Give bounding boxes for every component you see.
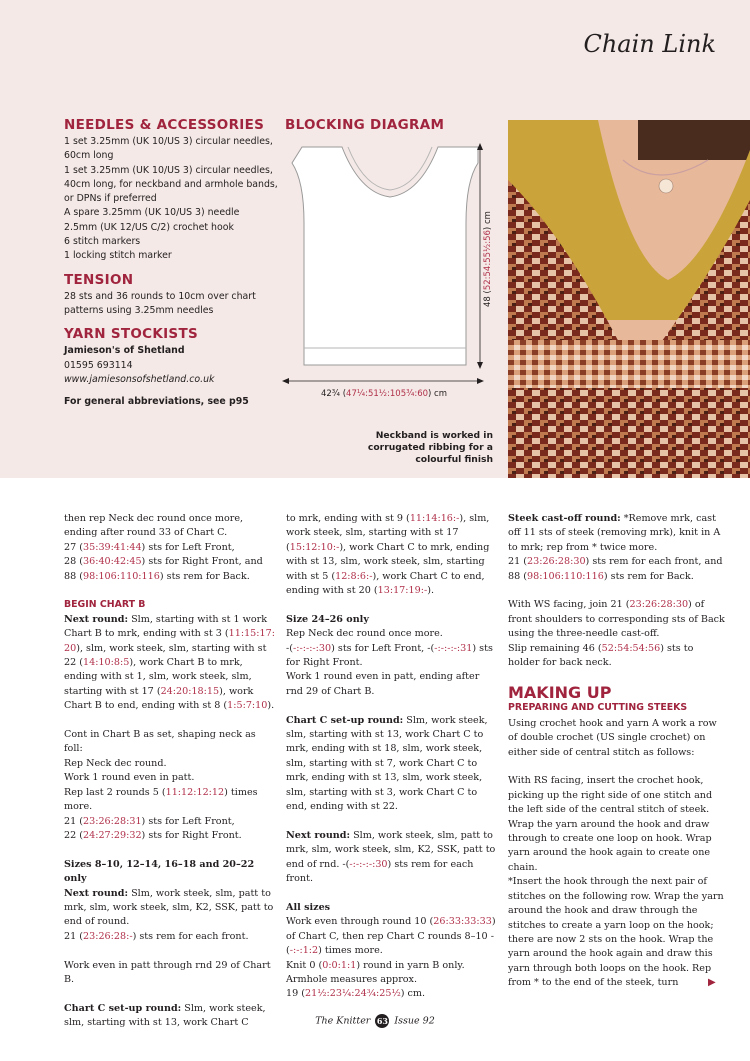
text: Slm, work steek, slm, starting with st 13, work Chart C to mrk, ending with st 18, slm, work steek, slm, starting with st 7, work Chart C to mrk, ending with st 13, slm, work steek, slm, starting with st 3, work Chart C to end, ending with st 22.: [286, 714, 488, 813]
text: Rep Neck dec round once more.: [286, 628, 443, 640]
making-up-heading: MAKING UP: [508, 682, 612, 702]
paragraph: [64, 512, 276, 584]
yarn-stockist-name: Jamieson's of Shetland: [64, 345, 185, 357]
text: 27 (: [64, 541, 84, 553]
size-values: -:-:1:2: [289, 945, 319, 957]
label: Steek cast-off round:: [508, 513, 621, 524]
text: Slm, work steek, slm, patt to mrk, slm, work steek, slm, K2, SSK, patt to end of rnd. -(: [286, 829, 496, 870]
text: ) sts for Right Front, and: [141, 556, 263, 568]
text: Slm, work steek, slm, patt to mrk, slm, work steek, slm, K2, SSK, patt to end of round.: [64, 887, 274, 928]
yarn-section: [64, 326, 279, 387]
label: Next round:: [64, 887, 129, 899]
text: ), work Chart C to mrk, ending with st 13, slm, work steek, slm, starting with st 5 (: [286, 541, 490, 582]
needles-line: 2.5mm (UK 12/US C/2) crochet hook: [64, 221, 234, 233]
size-values: 11:14:16:-: [409, 513, 460, 524]
needles-line: A spare 3.25mm (UK 10/US 3) needle: [64, 207, 240, 219]
size-values: 23:26:28:31: [83, 815, 142, 827]
text: ) sts rem for each front.: [132, 930, 249, 942]
photo-sweater-band: [508, 340, 750, 390]
paragraph: *Insert the hook through the next pair of stitches on the following row. Wrap the yarn around the hook and draw through the stitches to create a yarn loop on the hook; there are now 2 sts on the hook. Wrap the yarn around the hook again and draw this yarn through both loops on the hook. Rep from * to the end of the steek, turn: [508, 876, 724, 989]
label: Next round:: [286, 829, 351, 841]
needles-line: 1 locking stitch marker: [64, 250, 172, 262]
tension-text: 28 sts and 36 rounds to 10cm over chart patterns using 3.25mm needles: [64, 290, 256, 316]
garment-photo: [508, 120, 750, 478]
text: Slm, work steek, slm, starting with st 13, work Chart C: [64, 1002, 266, 1029]
text: 88 (: [508, 570, 528, 582]
size-values: 12:8:6:-: [335, 570, 373, 582]
text: Work even through round 10 (: [286, 916, 434, 928]
text: ), work Chart B to mrk, ending with st 1, slm, work steek, slm, starting with st 17 (: [64, 657, 252, 697]
paragraph: [286, 512, 498, 598]
width-suffix: ) cm: [428, 389, 448, 399]
label: Sizes 8–10, 12–14, 16–18 and 20–22 only: [64, 858, 255, 885]
text: ) of front shoulders to corresponding sts of Back using the three-needle cast-off.: [508, 599, 725, 640]
needles-heading: NEEDLES & ACCESSORIES: [64, 117, 265, 133]
size-values: 23:26:28:30: [629, 599, 689, 611]
text-column-1: [64, 512, 276, 1045]
footer: [0, 1014, 750, 1028]
text: Slm, starting with st 1 work Chart B to mrk, ending with st 3 (: [64, 613, 268, 640]
text: ).: [267, 700, 275, 712]
needles-section: [64, 117, 279, 264]
text: Slip remaining 46 (: [508, 642, 602, 654]
yarn-heading: YARN STOCKISTS: [64, 326, 198, 343]
paragraph: [64, 858, 276, 944]
text: 22 (: [64, 829, 84, 841]
size-values: 24:20:18:15: [160, 685, 220, 697]
text: then rep Neck dec round once more, ending after round 33 of Chart C.: [64, 513, 244, 539]
section-heading: BEGIN CHART B: [64, 599, 146, 611]
vest-outline: [292, 147, 478, 365]
size-values: 23:26:28:30: [527, 556, 586, 568]
size-values: -:-:-:-:30: [293, 642, 332, 654]
text: ) sts rem for each front, and: [585, 556, 723, 568]
size-values: 13:17:19:-: [377, 585, 428, 597]
paragraph: [286, 829, 498, 887]
width-sizes: 47¼:51½:105¾:60: [346, 389, 429, 399]
text: ), work Chart C to end, ending with st 20 (: [286, 570, 485, 597]
height-label: [483, 211, 493, 307]
text: ) round in yarn B only.: [356, 959, 465, 971]
text: ) sts to holder for back neck.: [508, 642, 694, 669]
text: ) sts for Left Front,: [141, 541, 235, 553]
text: Cont in Chart B as set, shaping neck as foll:: [64, 729, 256, 755]
text: ) sts for Left Front,: [141, 815, 235, 827]
text: to mrk, ending with st 9 (: [286, 513, 410, 524]
size-values: 35:39:41:44: [83, 541, 142, 553]
text: Work 1 round even in patt, ending after rnd 29 of Chart B.: [286, 671, 480, 697]
text: 21 (: [64, 815, 84, 827]
continue-arrow-icon: ▶: [708, 977, 716, 988]
info-column: [64, 117, 279, 409]
size-values: -:-:-:-:31: [434, 642, 473, 654]
text: 88 (: [64, 570, 84, 582]
text: 28 (: [64, 556, 84, 568]
text: ) times more.: [318, 945, 383, 957]
size-values: -:-:-:-:30: [349, 858, 388, 870]
abbreviations-note: For general abbreviations, see p95: [64, 396, 249, 408]
size-values: 0:0:1:1: [322, 959, 357, 971]
text: Knit 0 (: [286, 959, 323, 971]
tension-heading: TENSION: [64, 271, 134, 288]
text: 21 (: [64, 930, 84, 942]
yarn-url[interactable]: www.jamiesonsofshetland.co.uk: [64, 373, 215, 385]
magazine-name: The Knitter: [315, 1015, 371, 1027]
blocking-diagram-heading-wrap: [285, 117, 495, 133]
text: ) sts rem for Back.: [603, 570, 694, 582]
paragraph: [286, 714, 498, 815]
text: ) cm.: [400, 988, 426, 1000]
paragraph: [286, 613, 498, 699]
paragraph: Work even in patt through rnd 29 of Chart B.: [64, 959, 271, 985]
size-values: 11:15:17: 20: [64, 628, 275, 654]
text: ) sts rem for each front.: [286, 858, 474, 885]
label: All sizes: [286, 901, 331, 913]
photo-sweater-lower: [508, 388, 750, 478]
paragraph: [508, 598, 726, 670]
text: ) sts rem for Back.: [159, 570, 250, 582]
size-values: 11:12:12:12: [165, 786, 225, 798]
height-sizes: 52:54:55½:56: [483, 230, 493, 291]
text: ) sts for Right Front.: [286, 642, 493, 669]
blocking-diagram: [280, 135, 500, 405]
text: ) times more.: [64, 786, 258, 813]
yarn-phone: 01595 693114: [64, 359, 133, 371]
text-column-3: [508, 512, 726, 1005]
steeks-subheading: PREPARING AND CUTTING STEEKS: [508, 701, 688, 713]
label: Next round:: [64, 613, 129, 625]
paragraph: [286, 901, 498, 1002]
issue-number: Issue 92: [394, 1015, 435, 1027]
page-number: 63: [376, 1016, 388, 1026]
width-arrow-right: [477, 378, 484, 384]
height-prefix: 48 (: [483, 290, 493, 307]
text: ), slm, work steek, slm, starting with st 17 (: [286, 513, 490, 553]
size-values: 14:10:8:5: [83, 657, 130, 669]
size-values: 52:54:54:56: [601, 642, 661, 654]
size-values: 36:40:42:45: [83, 556, 142, 568]
height-arrow-bottom: [477, 362, 483, 369]
paragraph: [508, 512, 726, 584]
text: Rep last 2 rounds 5 (: [64, 786, 166, 798]
height-suffix: ) cm: [483, 211, 493, 231]
size-values: 98:106:110:116: [83, 570, 160, 582]
needles-line: 6 stitch markers: [64, 236, 141, 248]
page-title: Chain Link: [583, 30, 716, 58]
text: ) of Chart C, then rep Chart C rounds 8–10 -(: [286, 916, 496, 957]
width-prefix: 42¾ (: [320, 389, 347, 399]
needles-line: 1 set 3.25mm (UK 10/US 3) circular needles, 40cm long, for neckband and armhole bands, or DPNs if preferred: [64, 164, 278, 205]
text: *Remove mrk, cast off 11 sts of steek (removing mrk), knit in A to mrk; rep from * twice more.: [508, 513, 721, 553]
size-values: 23:26:28:-: [83, 930, 133, 942]
photo-caption: Neckband is worked in corrugated ribbing for a colourful finish: [367, 430, 493, 465]
tension-section: [64, 272, 279, 319]
size-values: 98:106:110:116: [527, 570, 604, 582]
text: Work 1 round even in patt.: [64, 772, 195, 784]
text: -(: [286, 642, 293, 654]
label: Size 24–26 only: [286, 613, 369, 625]
text-column-2: [286, 512, 498, 1016]
paragraph: [64, 613, 276, 714]
needles-line: 1 set 3.25mm (UK 10/US 3) circular needles, 60cm long: [64, 136, 273, 162]
width-label: [321, 389, 447, 399]
size-values: 26:33:33:33: [433, 916, 492, 928]
text: Rep Neck dec round.: [64, 757, 167, 769]
paragraph: With RS facing, insert the crochet hook, picking up the right side of one stitch and the left side of the central stitch of steek. Wrap the yarn around the hook and draw through to create one loop on hook. Wrap yarn around the hook again to create one chain.: [508, 775, 713, 873]
label: Chart C set-up round:: [286, 714, 404, 726]
text: ) sts for Left Front, -(: [331, 642, 435, 654]
blocking-heading: BLOCKING DIAGRAM: [285, 117, 445, 133]
size-values: 24:27:29:32: [83, 829, 142, 841]
text: ) sts for Right Front.: [141, 829, 242, 841]
paragraph: [64, 728, 276, 843]
text: Armhole measures approx.: [286, 973, 418, 985]
label: Chart C set-up round:: [64, 1002, 182, 1014]
text: 21 (: [508, 556, 528, 568]
text: ).: [427, 585, 434, 597]
text: ), work Chart B to end, ending with st 8 (: [64, 685, 254, 712]
photo-hair: [638, 120, 750, 160]
size-values: 15:12:10:-: [289, 541, 340, 553]
size-values: 1:5:7:10: [227, 700, 268, 712]
text: 19 (: [286, 988, 306, 1000]
text: ), slm, work steek, slm, starting with st 22 (: [64, 642, 267, 669]
photo-pendant: [659, 179, 673, 193]
paragraph: Using crochet hook and yarn A work a row of double crochet (US single crochet) on either side of central stitch as follows:: [508, 717, 717, 758]
size-values: 21½:23¼:24¾:25½: [305, 988, 401, 1000]
text: With WS facing, join 21 (: [508, 599, 630, 611]
width-arrow-left: [282, 378, 289, 384]
